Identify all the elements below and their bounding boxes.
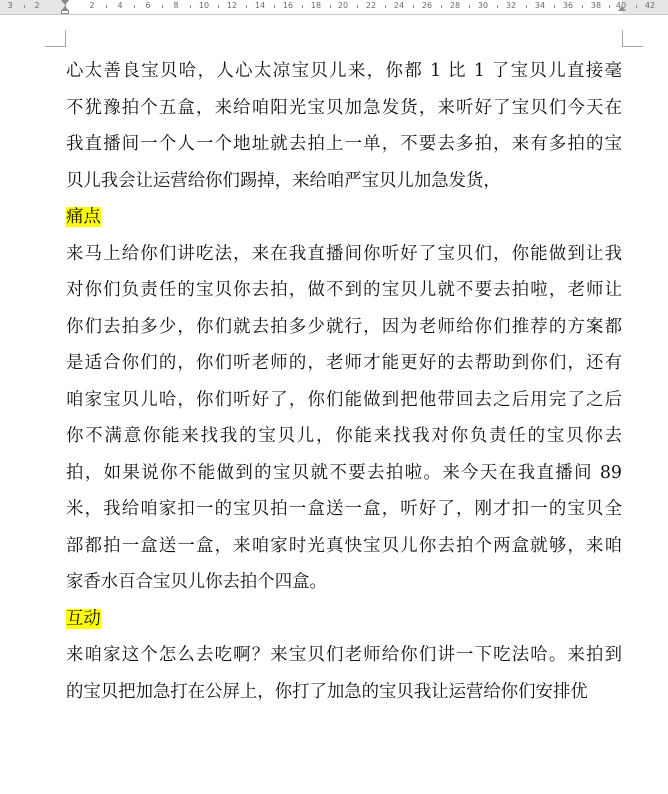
- ruler-number: 12: [226, 1, 238, 10]
- ruler-number: 42: [644, 1, 656, 10]
- ruler-number: 24: [393, 1, 405, 10]
- paragraph: [66, 53, 622, 199]
- ruler-tick: [526, 5, 527, 8]
- ruler-number: 26: [421, 1, 433, 10]
- highlighted-heading: [66, 601, 622, 638]
- ruler-number: 10: [198, 1, 210, 10]
- ruler-number: 32: [505, 1, 517, 10]
- ruler-number: 2: [34, 1, 40, 10]
- text-line: 的宝贝把加急打在公屏上，你打了加急的宝贝我让运营给你们安排优: [66, 681, 588, 702]
- ruler-tick: [274, 5, 275, 8]
- ruler-tick: [246, 5, 247, 8]
- text-line: 部都拍一盒送一盒，来咱家时光真快宝贝儿你去拍个两盒就够，来咱: [66, 535, 622, 556]
- ruler-tick: [582, 5, 583, 8]
- ruler-number: 22: [365, 1, 377, 10]
- ruler-tick: [497, 5, 498, 8]
- heading-text: 痛点: [66, 207, 101, 227]
- first-line-indent-marker[interactable]: [61, 0, 69, 5]
- ruler-number: 20: [337, 1, 349, 10]
- ruler-number: 34: [534, 1, 546, 10]
- text-line: 来咱家这个怎么去吃啊？来宝贝们老师给你们讲一下吃法哈。来拍到: [66, 645, 622, 665]
- text-line: 拍，如果说你不能做到的宝贝就不要去拍啦。来今天在我直播间 89: [66, 462, 622, 483]
- ruler-number: 2: [89, 1, 95, 10]
- ruler-tick: [636, 5, 637, 8]
- text-line: 是适合你们的，你们听老师的，老师才能更好的去帮助到你们，还有: [66, 353, 622, 373]
- text-line: 你们去拍多少，你们就去拍多少就行，因为老师给你们推荐的方案都: [66, 316, 622, 337]
- ruler-tick: [302, 5, 303, 8]
- text-line: 对你们负责任的宝贝你去拍，做不到的宝贝儿就不要去拍啦，老师让: [66, 280, 622, 300]
- text-line: 我直播间一个人一个地址就去拍上一单，不要去多拍，来有多拍的宝: [66, 134, 622, 154]
- text-line: 米，我给咱家扣一的宝贝拍一盒送一盒，听好了，刚才扣一的宝贝全: [66, 499, 622, 519]
- left-indent-marker[interactable]: [61, 10, 69, 14]
- text-line: 家香水百合宝贝儿你去拍个四盒。: [66, 572, 327, 592]
- ruler-tick: [609, 5, 610, 8]
- ruler-tick: [218, 5, 219, 8]
- document-body[interactable]: [66, 53, 622, 710]
- ruler-number: 38: [590, 1, 602, 10]
- ruler-number: 30: [477, 1, 489, 10]
- ruler-number: 16: [282, 1, 294, 10]
- ruler-number: 40: [615, 1, 627, 10]
- heading-text: 互动: [66, 608, 101, 629]
- ruler-tick: [554, 5, 555, 8]
- text-line: 你不满意你能来找我的宝贝儿，你能来找我对你负责任的宝贝你去: [66, 426, 622, 446]
- margin-corner-top-left: [45, 30, 66, 47]
- ruler-tick: [469, 5, 470, 8]
- ruler-tick: [441, 5, 442, 8]
- text-line: 贝儿我会让运营给你们踢掉，来给咱严宝贝儿加急发货，: [66, 170, 501, 191]
- ruler-number: 6: [145, 1, 151, 10]
- horizontal-ruler[interactable]: [0, 0, 668, 15]
- right-indent-marker[interactable]: [618, 6, 626, 11]
- margin-corner-top-right: [622, 30, 643, 47]
- ruler-tick: [162, 5, 163, 8]
- ruler-tick: [330, 5, 331, 8]
- ruler-tick: [357, 5, 358, 8]
- text-line: 来马上给你们讲吃法，来在我直播间你听好了宝贝们，你能做到让我: [66, 243, 622, 264]
- ruler-tick: [106, 5, 107, 8]
- ruler-number: 4: [117, 1, 123, 10]
- ruler-number: 18: [310, 1, 322, 10]
- ruler-number: 36: [562, 1, 574, 10]
- text-line: 咱家宝贝儿哈，你们听好了，你们能做到把他带回去之后用完了之后: [66, 389, 622, 410]
- ruler-tick: [190, 5, 191, 8]
- ruler-number: 28: [449, 1, 461, 10]
- ruler-number: 3: [7, 1, 13, 10]
- ruler-number: 14: [254, 1, 266, 10]
- highlighted-heading: [66, 199, 622, 236]
- ruler-number: 8: [173, 1, 179, 10]
- ruler-tick: [413, 5, 414, 8]
- paragraph: [66, 236, 622, 601]
- ruler-tick: [134, 5, 135, 8]
- ruler-tick: [24, 5, 25, 8]
- ruler-tick: [385, 5, 386, 8]
- paragraph: [66, 637, 622, 710]
- text-line: 心太善良宝贝哈，人心太凉宝贝儿来，你都 1 比 1 了宝贝儿直接毫: [66, 61, 622, 81]
- text-line: 不犹豫拍个五盒，来给咱阳光宝贝加急发货，来听好了宝贝们今天在: [66, 97, 622, 118]
